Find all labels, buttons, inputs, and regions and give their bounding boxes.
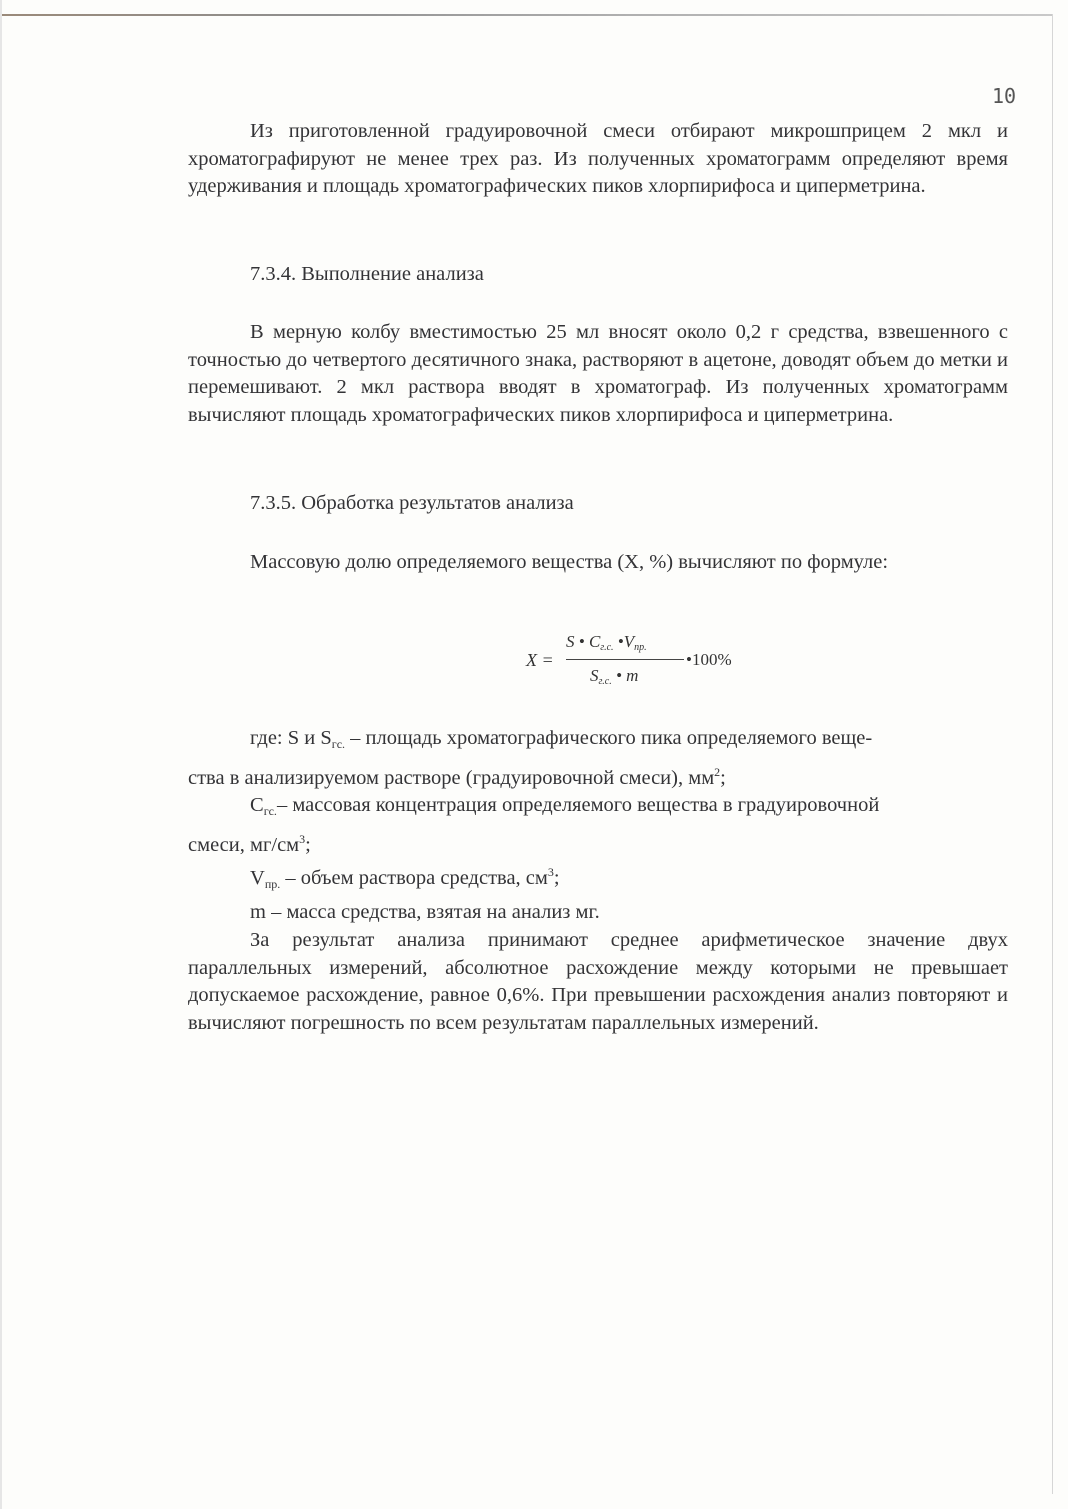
section-heading-7-3-5: 7.3.5. Обработка результатов анализа	[250, 492, 574, 514]
paragraph-calibration: Из приготовленной градуировочной смеси отбирают микрошприцем 2 мкл и хроматографируют не менее трех раз. Из полученных хроматограмм определяют время удерживания и площадь хроматографических пиков хлорпирифоса и циперметрина.	[188, 120, 1008, 197]
paragraph-analysis: В мерную колбу вместимостью 25 мл вносят около 0,2 г средства, взвешенного с точностью до четвертого десятичного знака, растворяют в ацетоне, доводят объем до метки и перемешивают. 2 мкл раствора вводят в хроматограф. Из полученных хроматограмм вычисляют площадь хроматографических пиков хлорпирифоса и циперметрина.	[188, 321, 1008, 426]
formula-numerator: S • $C_{г.с.}$ $•V_{пр.}$	[566, 632, 647, 653]
paragraph-result: За результат анализа принимают среднее арифметическое значение двух параллельных измерений, абсолютное расхождение между которыми не превышает допускаемое расхождение, равное 0,6%. При превышении расхождения анализ повторяют и вычисляют погрешность по всем результатам параллельных измерений.	[188, 929, 1008, 1034]
definition-v: $V_{пр.}$ – объем раствора средства, $см^3$;	[250, 865, 560, 891]
formula-lhs: X =	[526, 650, 554, 670]
fraction-bar	[566, 659, 684, 660]
mass-fraction-formula	[520, 628, 780, 698]
formula-multiplier: •100%	[686, 650, 732, 669]
definition-m: m – масса средства, взятая на анализ мг.	[250, 900, 600, 923]
section-heading-7-3-4: 7.3.4. Выполнение анализа	[250, 263, 484, 285]
definition-s: где: S и $S_{гс.}$ – площадь хроматографического пика определяемого веще-	[250, 727, 873, 751]
formula-denominator: $S_{г.с.}$ • m	[590, 666, 639, 687]
formula-definitions	[188, 725, 1028, 926]
paragraph-formula-intro: Массовую долю определяемого вещества (X, %) вычисляют по формуле:	[250, 551, 889, 573]
definition-c-cont: смеси, $мг/см^3$;	[188, 831, 311, 856]
scan-edge-top	[0, 14, 1052, 16]
scan-edge-right	[1052, 14, 1053, 1494]
definition-c: $C_{гс.}-$ массовая концентрация определяемого вещества в градуировочной	[250, 794, 880, 818]
page-number: 10	[992, 84, 1017, 108]
definition-s-cont: ства в анализируемом растворе (градуировочной смеси), $мм^2$;	[188, 764, 726, 789]
scan-edge-left	[0, 0, 2, 1509]
